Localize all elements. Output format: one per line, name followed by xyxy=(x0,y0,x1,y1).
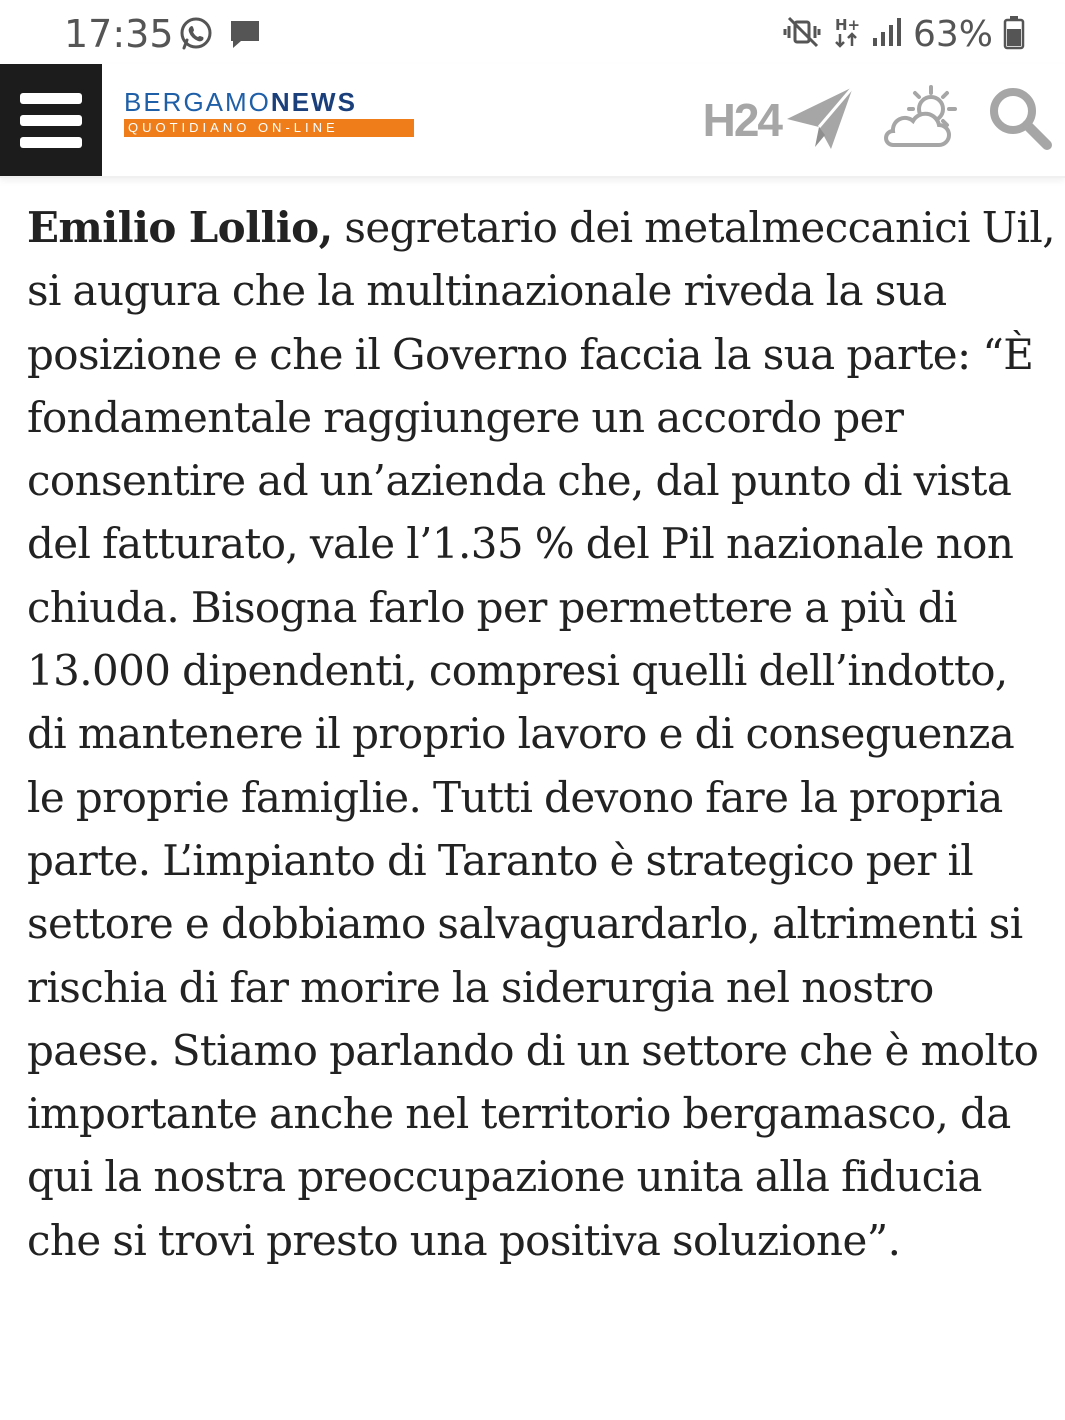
article-lead: Emilio Lollio, xyxy=(27,203,333,252)
status-notification-icons xyxy=(178,16,262,57)
header-actions xyxy=(703,80,1055,160)
mute-vibrate-icon xyxy=(783,14,823,55)
whatsapp-icon xyxy=(178,16,214,57)
h-plus-data-icon xyxy=(833,14,861,55)
battery-icon xyxy=(1003,14,1025,55)
article-paragraph xyxy=(27,196,1057,1272)
message-icon xyxy=(228,17,262,56)
status-system-icons xyxy=(783,14,1025,55)
weather-icon[interactable] xyxy=(879,83,963,158)
send-icon xyxy=(785,83,857,158)
h24-label: H24 xyxy=(702,94,781,146)
svg-text:H+: H+ xyxy=(834,16,861,34)
logo-name: BERGAMONEWS xyxy=(124,87,357,117)
site-logo[interactable] xyxy=(124,88,414,137)
logo-tagline: QUOTIDIANO ON-LINE xyxy=(124,119,414,137)
status-bar xyxy=(0,0,1065,64)
article-body: segretario dei metalmeccanici Uil, si augura che la multinazionale riveda la sua posizione e che il Governo faccia la sua parte: “È fondamentale raggiungere un accordo per consentire ad un’azienda che, dal punto di vista del fatturato, vale l’1.35 % del Pil nazionale non chiuda. Bisogna farlo per permettere a più di 13.000 dipendenti, compresi quelli dell’indotto, di mantenere il proprio lavoro e di conseguenza le proprie famiglie. Tutti devono fare la propria parte. L’impianto di Taranto è strategico per il settore e dobbiamo salvaguardarlo, altrimenti si rischia di far morire la siderurgia nel nostro paese. Stiamo parlando di un settore che è molto importante anche nel territorio bergamasco, da qui la nostra preoccupazione unita alla fiducia che si trovi presto una positiva soluzione”. xyxy=(27,203,1055,1265)
search-icon[interactable] xyxy=(985,83,1055,158)
h24-button[interactable] xyxy=(703,83,857,158)
signal-icon xyxy=(871,14,903,55)
menu-icon xyxy=(20,93,82,104)
menu-button[interactable] xyxy=(0,64,102,176)
status-time: 17:35 xyxy=(64,12,174,56)
site-header xyxy=(0,64,1065,178)
battery-percent: 63% xyxy=(912,14,993,55)
